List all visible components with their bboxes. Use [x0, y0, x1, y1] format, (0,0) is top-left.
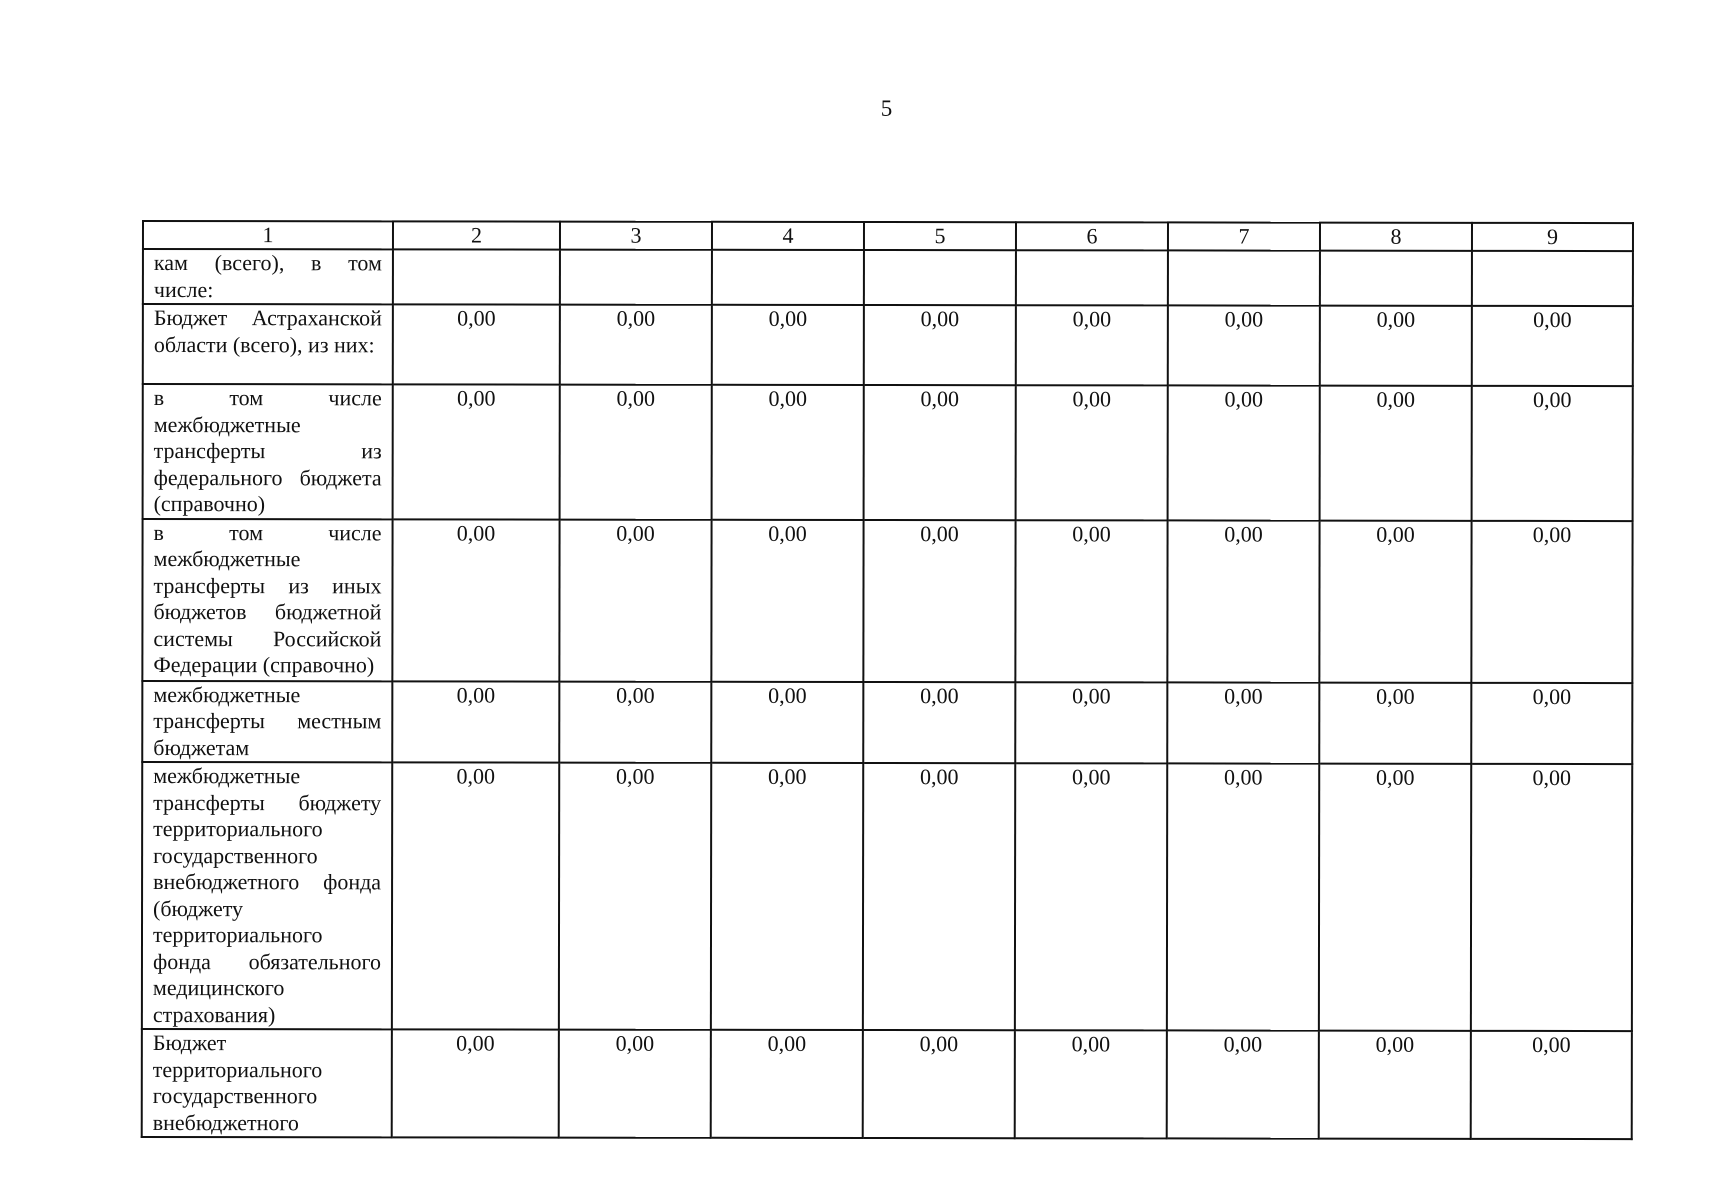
table-cell: 0,00 — [560, 305, 712, 385]
table-cell — [1472, 251, 1633, 306]
table-cell: 0,00 — [1319, 682, 1471, 764]
table-cell: 0,00 — [1168, 305, 1320, 385]
column-header: 4 — [712, 222, 864, 250]
budget-table — [141, 220, 1634, 1140]
column-header: 6 — [1016, 222, 1168, 250]
table-cell: 0,00 — [712, 305, 864, 385]
table-row — [143, 249, 1633, 306]
table-cell: 0,00 — [392, 1029, 559, 1137]
table-cell: 0,00 — [1167, 763, 1319, 1030]
table-cell: 0,00 — [711, 1030, 863, 1138]
table-cell — [1168, 250, 1320, 305]
table-cell — [1320, 251, 1472, 306]
column-header: 7 — [1168, 222, 1320, 250]
table-cell: 0,00 — [1016, 385, 1168, 520]
table-cell — [1016, 250, 1168, 305]
table-cell: 0,00 — [1471, 1031, 1632, 1139]
row-label: кам (всего), в том числе: — [143, 249, 393, 304]
row-label: межбюджетные трансферты местным бюджетам — [142, 681, 392, 763]
table-cell: 0,00 — [559, 1030, 711, 1138]
table-cell: 0,00 — [559, 519, 711, 681]
row-label: Бюджет Астраханской области (всего), из них: — [143, 304, 393, 384]
table-cell: 0,00 — [863, 1030, 1015, 1138]
table-cell — [393, 249, 560, 304]
table-cell: 0,00 — [863, 682, 1015, 764]
table-cell — [560, 250, 712, 305]
column-header: 3 — [560, 222, 712, 250]
table-cell: 0,00 — [863, 763, 1015, 1030]
table-cell: 0,00 — [711, 763, 863, 1030]
table-cell: 0,00 — [1471, 520, 1632, 682]
table-cell — [864, 250, 1016, 305]
column-header: 5 — [864, 222, 1016, 250]
column-header: 1 — [143, 221, 393, 249]
table-cell: 0,00 — [1167, 1030, 1319, 1138]
row-label: Бюджет территориального государственного внебюджетного — [142, 1029, 392, 1137]
table-cell: 0,00 — [392, 519, 559, 681]
table-cell: 0,00 — [1319, 764, 1471, 1031]
table-cell — [712, 250, 864, 305]
table-row — [143, 304, 1633, 386]
table-cell: 0,00 — [1015, 1030, 1167, 1138]
table-cell: 0,00 — [711, 681, 863, 763]
table-cell: 0,00 — [559, 681, 711, 763]
table-cell: 0,00 — [1472, 386, 1633, 521]
table-cell: 0,00 — [1319, 520, 1471, 682]
table-cell: 0,00 — [863, 520, 1015, 682]
table-row — [143, 384, 1633, 521]
table-cell: 0,00 — [1320, 386, 1472, 521]
table-cell: 0,00 — [1015, 763, 1167, 1030]
table-cell: 0,00 — [1167, 520, 1319, 682]
table-cell: 0,00 — [393, 304, 560, 384]
table-row — [142, 762, 1632, 1031]
table-cell: 0,00 — [1320, 306, 1472, 386]
row-label: в том числе межбюджетные трансферты из федерального бюджета (справочно) — [143, 384, 393, 519]
table-cell: 0,00 — [1472, 306, 1633, 386]
table-cell: 0,00 — [864, 305, 1016, 385]
table-cell: 0,00 — [1167, 682, 1319, 764]
table-cell: 0,00 — [392, 681, 559, 763]
table-cell: 0,00 — [1168, 385, 1320, 520]
table-header-row — [143, 221, 1633, 251]
table-cell: 0,00 — [559, 763, 711, 1030]
table-cell: 0,00 — [1471, 764, 1632, 1031]
column-header: 2 — [393, 221, 560, 249]
table-row — [142, 1029, 1632, 1139]
table-cell: 0,00 — [711, 519, 863, 681]
table-cell: 0,00 — [393, 384, 560, 519]
table-cell: 0,00 — [392, 762, 559, 1029]
column-header: 9 — [1472, 223, 1633, 251]
table-cell: 0,00 — [712, 385, 864, 520]
table-cell: 0,00 — [1016, 305, 1168, 385]
table-row — [142, 519, 1632, 683]
page-number: 5 — [880, 96, 893, 121]
row-label: межбюджетные трансферты бюджету территориального государственного внебюджетного фонда (бюджету территориального фонда обязательного медицинского страхования) — [142, 762, 392, 1029]
table-cell: 0,00 — [560, 385, 712, 520]
row-label: в том числе межбюджетные трансферты из иных бюджетов бюджетной системы Российской Федерации (справочно) — [142, 519, 392, 681]
column-header: 8 — [1320, 223, 1472, 251]
table-cell: 0,00 — [1015, 520, 1167, 682]
table-cell: 0,00 — [1471, 682, 1632, 764]
table-cell: 0,00 — [864, 385, 1016, 520]
table-cell: 0,00 — [1319, 1031, 1471, 1139]
table-cell: 0,00 — [1015, 682, 1167, 764]
table-row — [142, 681, 1632, 765]
